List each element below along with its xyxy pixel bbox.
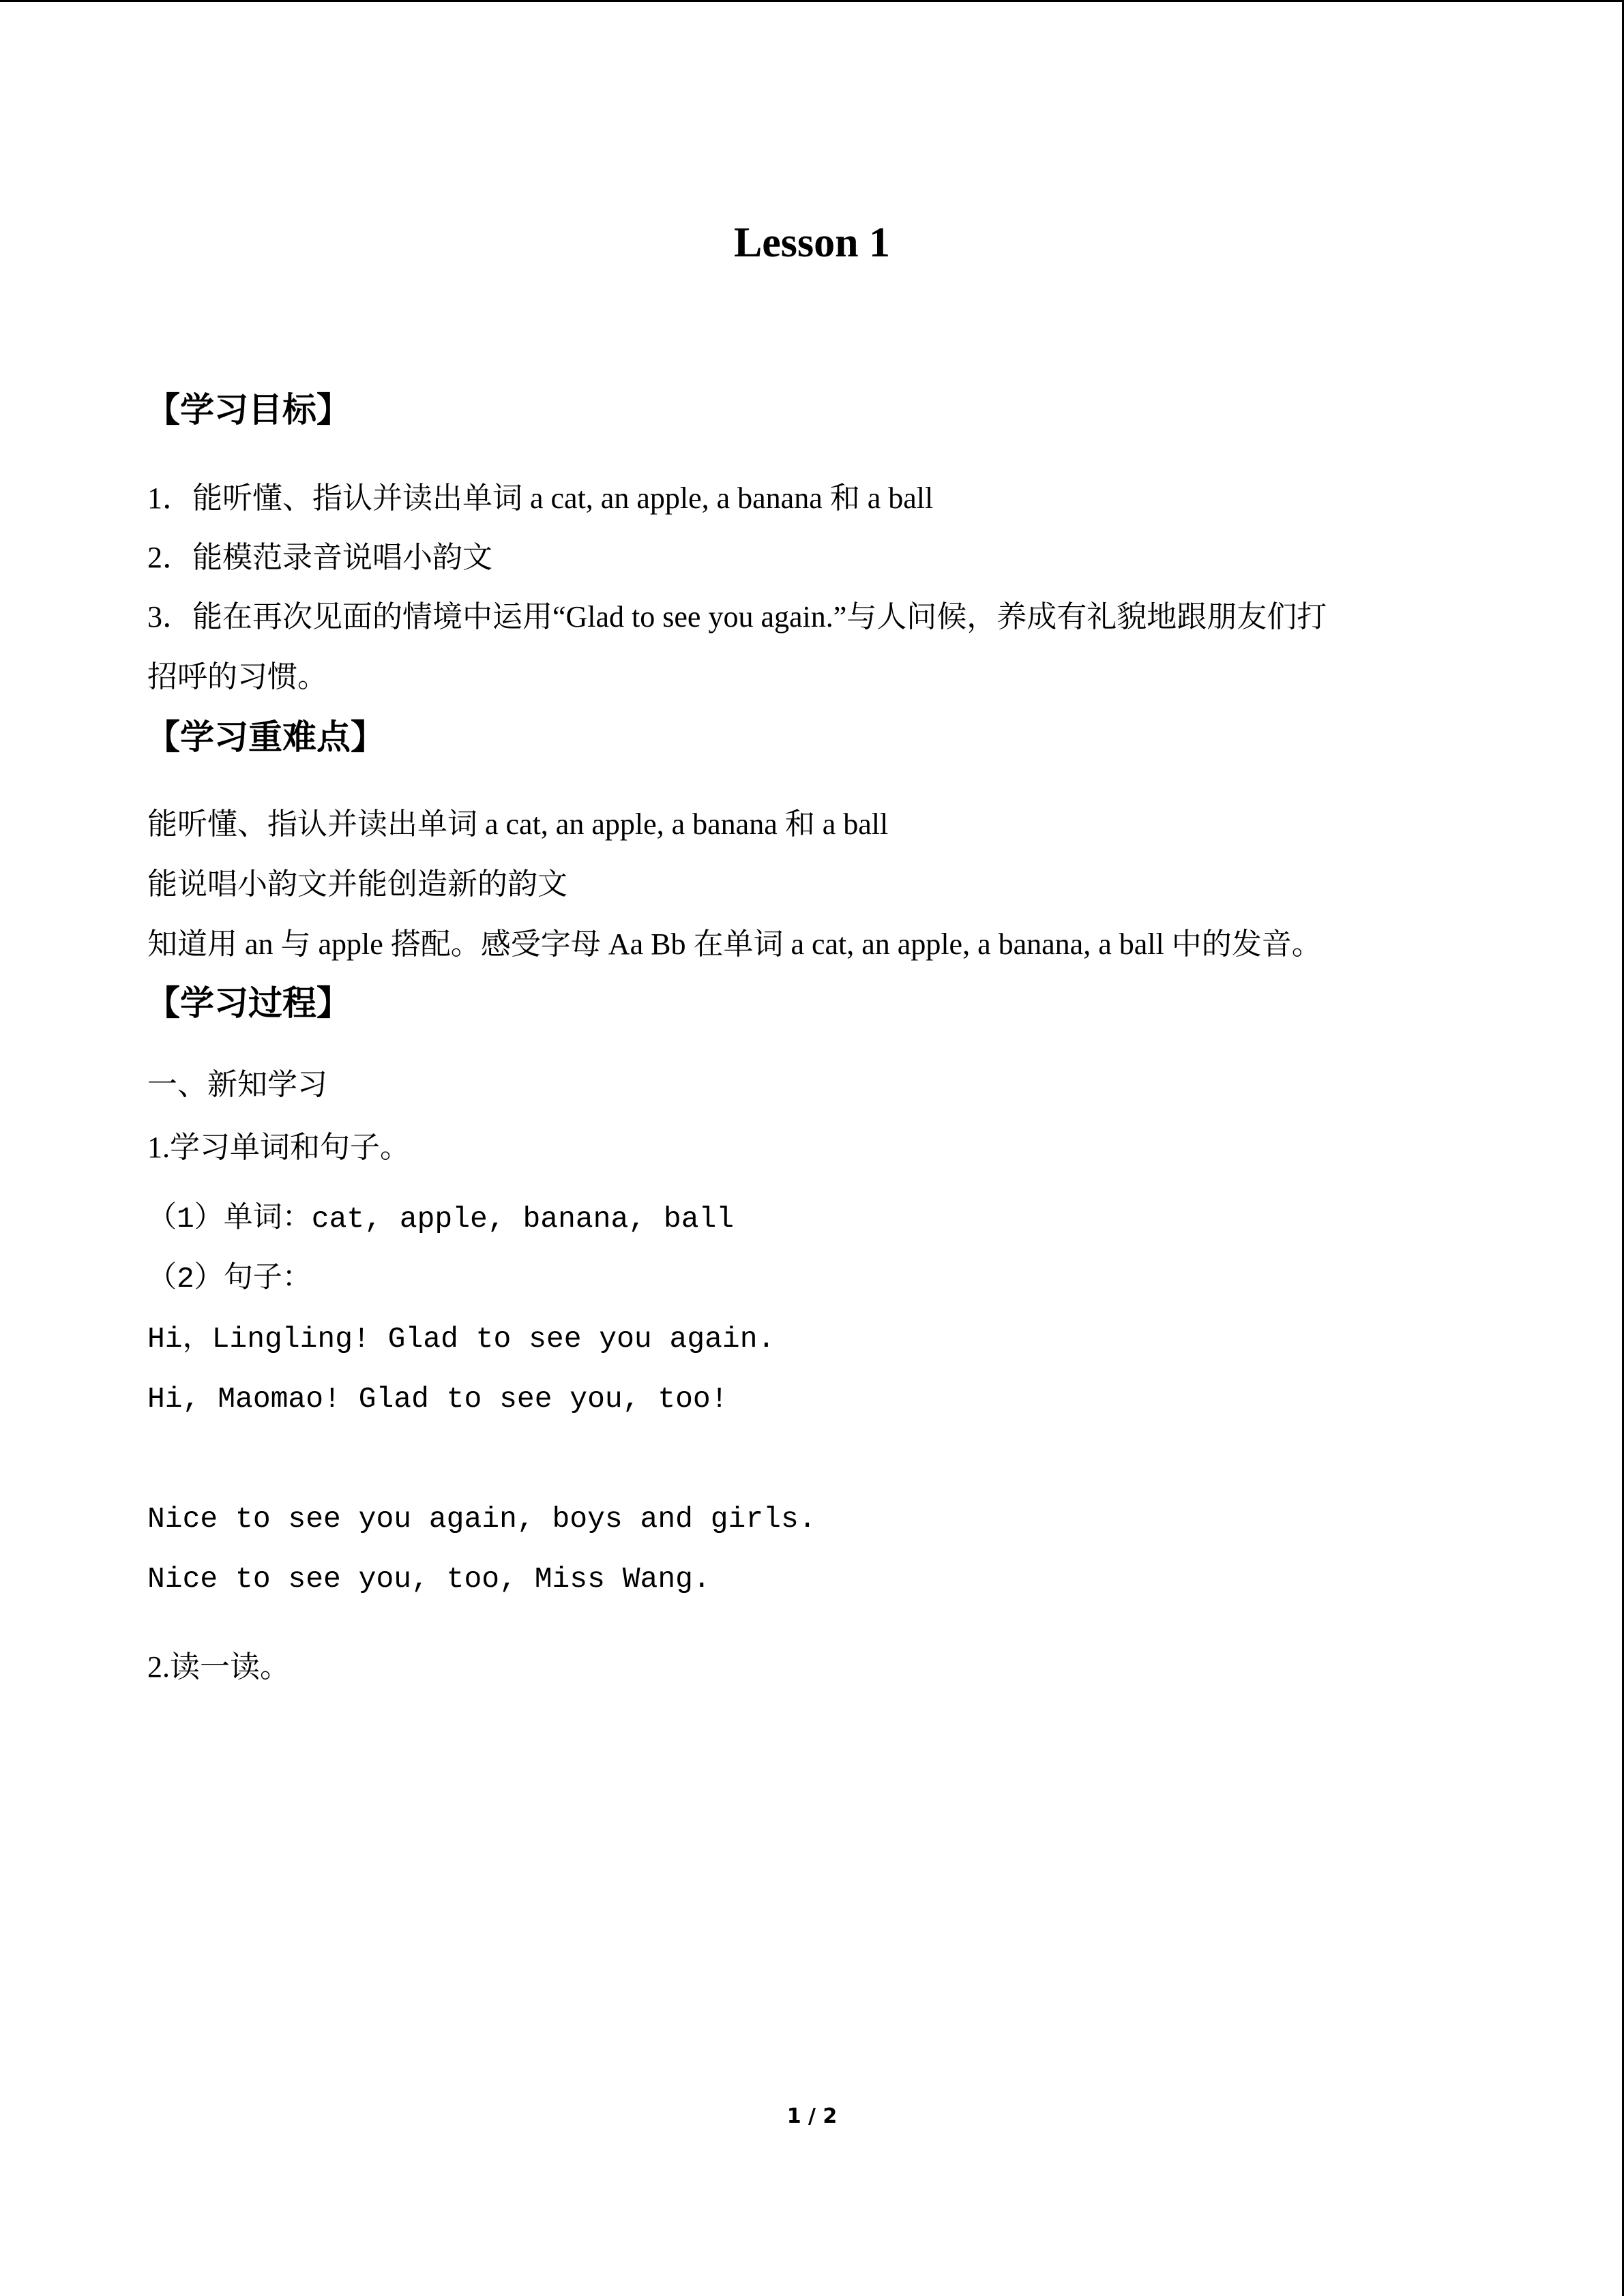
key-point-item-3: 知道用 an 与 apple 搭配。感受字母 Aa Bb 在单词 a cat, an apple, a banana, a ball 中的发音。	[147, 927, 1322, 961]
key-point-item-1: 能听懂、指认并读出单词 a cat, an apple, a banana 和 a ball	[147, 807, 889, 841]
dialogue-line-1: Hi，Lingling! Glad to see you again.	[147, 1322, 776, 1356]
dialogue-line-2: Hi, Maomao! Glad to see you, too!	[147, 1382, 728, 1416]
process-step-1: 1.学习单词和句子。	[147, 1131, 410, 1164]
dialogue-line-3: Nice to see you again, boys and girls.	[147, 1502, 816, 1536]
key-points-heading: 【学习重难点】	[146, 717, 385, 757]
process-step-2: 2.读一读。	[147, 1650, 290, 1684]
objectives-heading: 【学习目标】	[146, 390, 351, 430]
process-heading: 【学习过程】	[146, 983, 351, 1023]
objective-item-2: 2．能模范录音说唱小韵文	[147, 541, 492, 574]
lesson-title: Lesson 1	[733, 220, 891, 266]
key-point-item-2: 能说唱小韵文并能创造新的韵文	[147, 867, 567, 901]
dialogue-line-4: Nice to see you, too, Miss Wang.	[147, 1562, 711, 1596]
objective-item-1: 1．能听懂、指认并读出单词 a cat, an apple, a banana 和 a ball	[147, 481, 934, 515]
words-line: （1）单词：cat, apple, banana, ball	[147, 1202, 735, 1236]
objective-item-3-continued: 招呼的习惯。	[147, 660, 327, 694]
sentences-label: （2）句子：	[147, 1262, 312, 1296]
page-number: 1 / 2	[786, 2104, 838, 2128]
process-part-1: 一、新知学习	[147, 1068, 327, 1101]
objective-item-3: 3．能在再次见面的情境中运用“Glad to see you again.”与人问候，养成有礼貌地跟朋友们打	[147, 600, 1327, 633]
